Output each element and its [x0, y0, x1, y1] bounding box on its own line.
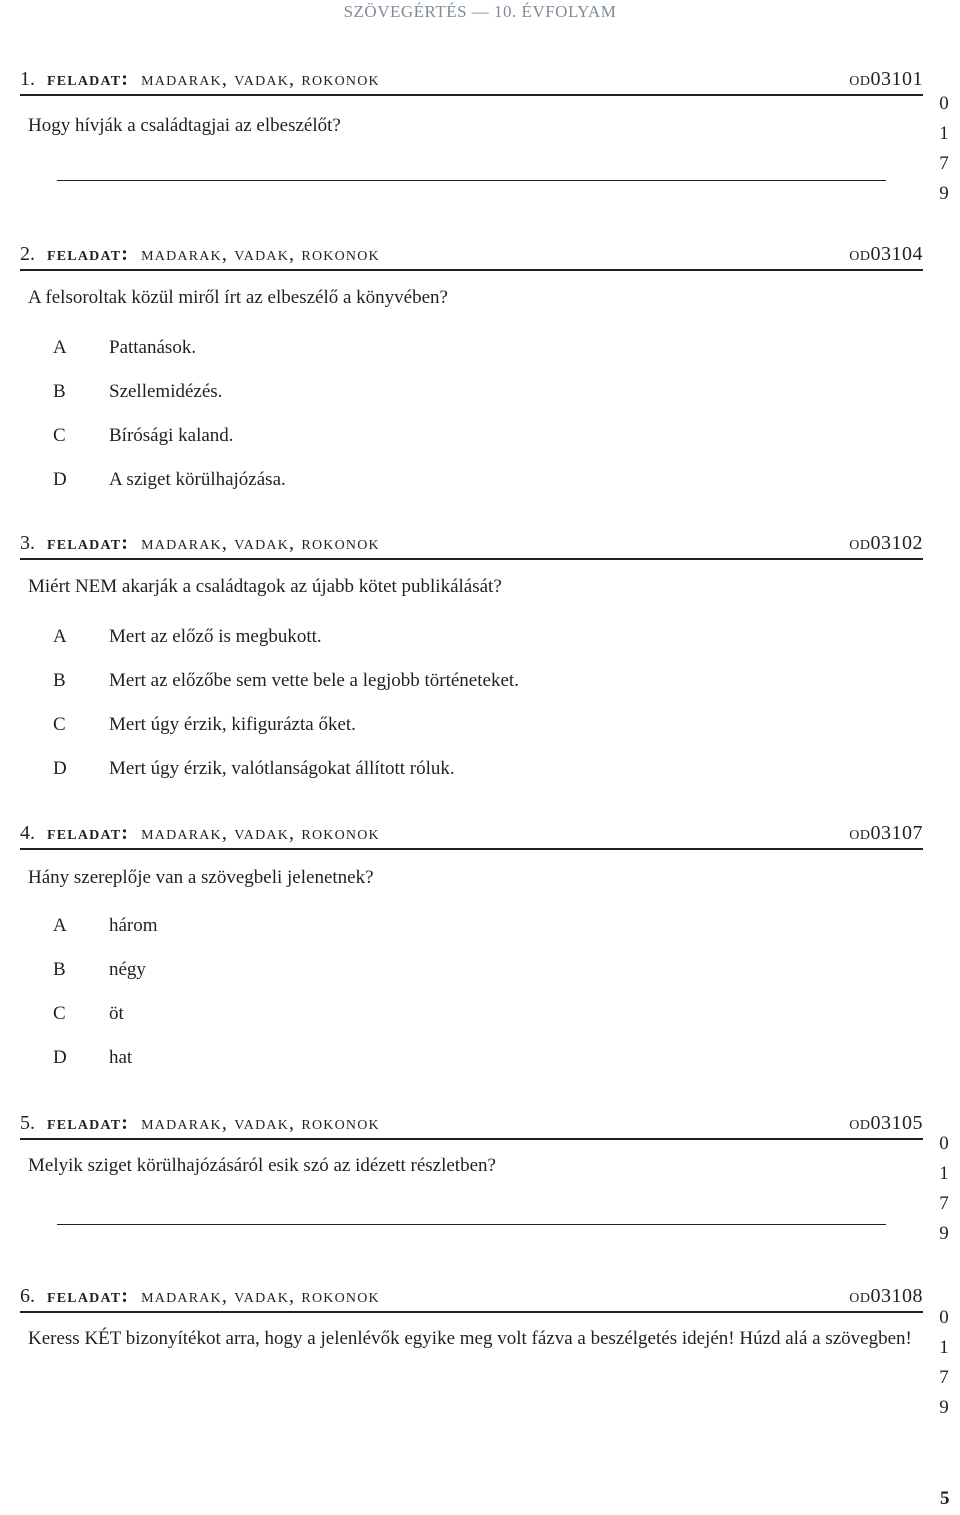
task-number: 6. [20, 1285, 35, 1307]
score-code: 0 [939, 1133, 949, 1154]
task-code: od03105 [849, 1112, 923, 1134]
option-letter: C [53, 714, 66, 735]
task-question: Hogy hívják a családtagjai az elbeszélőt? [28, 115, 341, 136]
score-code: 0 [939, 1307, 949, 1328]
option-text: három [109, 915, 158, 936]
task-question: Miért NEM akarják a családtagok az újabb kötet publikálását? [28, 576, 502, 597]
task-heading [20, 1283, 923, 1313]
option-letter: B [53, 959, 66, 980]
feladat-label: feladat: [47, 822, 130, 844]
option-letter: D [53, 1047, 67, 1068]
option-letter: C [53, 1003, 66, 1024]
task-number: 2. [20, 243, 35, 265]
task-code: od03102 [849, 532, 923, 554]
page-number: 5 [940, 1488, 950, 1509]
option-a[interactable] [53, 624, 322, 650]
task-3 [20, 530, 923, 779]
option-b[interactable] [53, 379, 222, 405]
score-code: 7 [939, 1367, 949, 1388]
option-c[interactable] [53, 1001, 124, 1027]
task-heading [20, 530, 923, 560]
score-codes [933, 89, 955, 209]
task-code: od03108 [849, 1285, 923, 1307]
task-question: Keress KÉT bizonyítékot arra, hogy a jelenlévők egyike meg volt fázva a beszélgetés idején! Húzd alá a szövegben! [28, 1328, 912, 1349]
option-letter: B [53, 381, 66, 402]
option-letter: B [53, 670, 66, 691]
task-topic: madarak, vadak, rokonok [141, 532, 380, 554]
task-title [47, 820, 380, 846]
option-b[interactable] [53, 957, 146, 983]
task-topic: madarak, vadak, rokonok [141, 68, 380, 90]
score-code: 9 [939, 183, 949, 204]
task-title [47, 66, 380, 92]
task-question: Melyik sziget körülhajózásáról esik szó az idézett részletben? [28, 1155, 496, 1176]
task-title [47, 241, 380, 267]
task-topic: madarak, vadak, rokonok [141, 822, 380, 844]
option-letter: A [53, 915, 67, 936]
task-number: 3. [20, 532, 35, 554]
option-text: négy [109, 959, 146, 980]
option-text: Szellemidézés. [109, 381, 223, 402]
answer-line[interactable] [57, 1224, 886, 1225]
task-heading [20, 820, 923, 850]
score-code: 1 [939, 1337, 949, 1358]
task-heading [20, 1110, 923, 1140]
task-6 [20, 1283, 923, 1349]
option-d[interactable] [53, 756, 455, 782]
option-text: A sziget körülhajózása. [109, 469, 286, 490]
option-a[interactable] [53, 335, 196, 361]
task-code: od03104 [849, 243, 923, 265]
running-header: SZÖVEGÉRTÉS — 10. ÉVFOLYAM [343, 2, 617, 21]
option-text: Mert úgy érzik, valótlanságokat állított róluk. [109, 758, 455, 779]
score-code: 9 [939, 1223, 949, 1244]
feladat-label: feladat: [47, 1112, 130, 1134]
score-code: 7 [939, 153, 949, 174]
task-number: 4. [20, 822, 35, 844]
option-text: hat [109, 1047, 133, 1068]
option-c[interactable] [53, 423, 234, 449]
score-code: 7 [939, 1193, 949, 1214]
option-text: öt [109, 1003, 124, 1024]
task-heading [20, 241, 923, 271]
option-letter: A [53, 626, 67, 647]
option-text: Pattanások. [109, 337, 197, 358]
answer-line[interactable] [57, 180, 886, 181]
option-b[interactable] [53, 668, 519, 694]
task-title [47, 1283, 380, 1309]
task-heading [20, 66, 923, 96]
option-letter: C [53, 425, 66, 446]
score-codes [933, 1129, 955, 1249]
feladat-label: feladat: [47, 532, 130, 554]
score-code: 1 [939, 123, 949, 144]
task-title [47, 530, 380, 556]
option-text: Mert az előzőbe sem vette bele a legjobb történeteket. [109, 670, 519, 691]
option-letter: A [53, 337, 67, 358]
option-a[interactable] [53, 913, 158, 939]
feladat-label: feladat: [47, 1285, 130, 1307]
option-c[interactable] [53, 712, 356, 738]
feladat-label: feladat: [47, 68, 130, 90]
task-number: 5. [20, 1112, 35, 1134]
task-5 [20, 1110, 923, 1176]
task-question: Hány szereplője van a szövegbeli jelenetnek? [28, 867, 374, 888]
score-code: 1 [939, 1163, 949, 1184]
task-topic: madarak, vadak, rokonok [141, 1112, 380, 1134]
option-text: Bírósági kaland. [109, 425, 234, 446]
task-title [47, 1110, 380, 1136]
option-d[interactable] [53, 467, 286, 493]
task-topic: madarak, vadak, rokonok [141, 1285, 380, 1307]
task-code: od03107 [849, 822, 923, 844]
task-question: A felsoroltak közül miről írt az elbeszélő a könyvében? [28, 287, 448, 308]
task-4 [20, 820, 923, 1068]
task-code: od03101 [849, 68, 923, 90]
score-code: 9 [939, 1397, 949, 1418]
option-d[interactable] [53, 1045, 132, 1071]
score-code: 0 [939, 93, 949, 114]
option-letter: D [53, 469, 67, 490]
option-letter: D [53, 758, 67, 779]
option-text: Mert úgy érzik, kifigurázta őket. [109, 714, 356, 735]
task-number: 1. [20, 68, 35, 90]
feladat-label: feladat: [47, 243, 130, 265]
task-2 [20, 241, 923, 490]
option-text: Mert az előző is megbukott. [109, 626, 322, 647]
task-1 [20, 66, 923, 136]
task-topic: madarak, vadak, rokonok [141, 243, 380, 265]
score-codes [933, 1303, 955, 1423]
